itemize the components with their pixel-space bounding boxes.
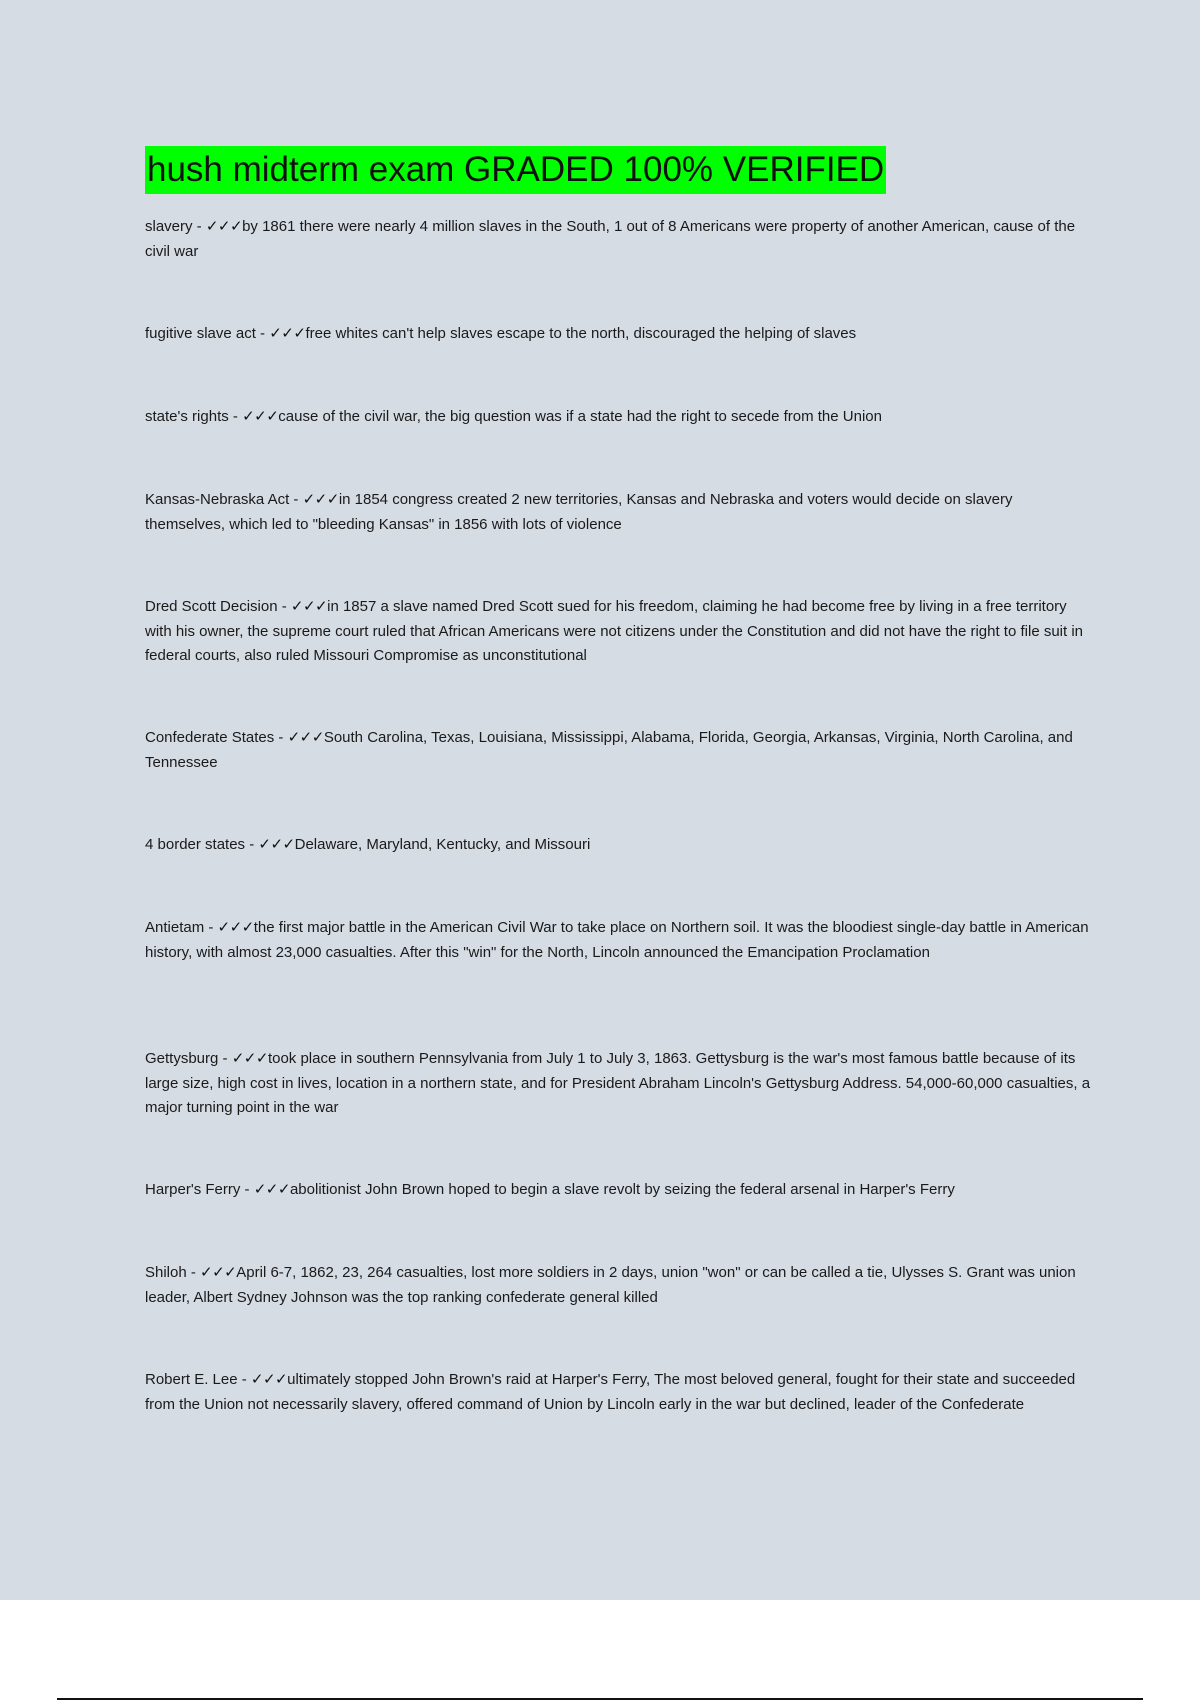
entry-term: Antietam xyxy=(145,919,205,936)
entry-term: Harper's Ferry xyxy=(145,1181,241,1198)
entry-dred-scott-decision xyxy=(145,594,1095,669)
entry-term: Confederate States xyxy=(145,729,275,746)
entry-separator: - xyxy=(186,1264,201,1281)
entry-separator: - xyxy=(277,598,291,615)
entry-4-border-states xyxy=(145,832,1095,858)
entry-definition: in 1854 congress created 2 new territories, Kansas and Nebraska and voters would decide on slavery themselves, which led to "bleeding Kansas" in 1856 with lots of violence xyxy=(145,491,1013,533)
entry-term: slavery xyxy=(145,218,193,235)
entry-separator: - xyxy=(274,729,288,746)
entry-definition: free whites can't help slaves escape to the north, discouraged the helping of slaves xyxy=(305,325,857,342)
entry-definition: cause of the civil war, the big question was if a state had the right to secede from the Union xyxy=(278,408,882,425)
entry-harpers-ferry xyxy=(145,1177,1095,1203)
checkmarks-icon: ✓✓✓ xyxy=(290,597,328,615)
entry-term: fugitive slave act xyxy=(145,325,256,342)
entry-separator: - xyxy=(289,491,303,508)
entry-definition: ultimately stopped John Brown's raid at Harper's Ferry, The most beloved general, fought for their state and succeeded from the Union not necessarily slavery, offered command of Union by Lincoln early in the war but declined, leader of the Confederate xyxy=(145,1371,1076,1413)
checkmarks-icon: ✓✓✓ xyxy=(250,1370,288,1388)
entry-separator: - xyxy=(240,1181,254,1198)
entry-states-rights xyxy=(145,404,1095,430)
entry-term: Robert E. Lee xyxy=(145,1371,238,1388)
entry-definition: abolitionist John Brown hoped to begin a slave revolt by seizing the federal arsenal in Harper's Ferry xyxy=(289,1181,955,1198)
entry-definition: took place in southern Pennsylvania from July 1 to July 3, 1863. Gettysburg is the war's most famous battle because of its large size, high cost in lives, location in a northern state, and for President Abraham Lincoln's Gettysburg Address. 54,000-60,000 casualties, a major turning point in the war xyxy=(145,1050,1091,1116)
entry-separator: - xyxy=(204,919,218,936)
entry-definition: April 6-7, 1862, 23, 264 casualties, lost more soldiers in 2 days, union "won" or can be called a tie, Ulysses S. Grant was union leader, Albert Sydney Johnson was the top ranking confederate general killed xyxy=(145,1264,1076,1306)
entry-slavery xyxy=(145,214,1095,264)
entry-separator: - xyxy=(245,836,259,853)
document-title: hush midterm exam GRADED 100% VERIFIED xyxy=(145,146,886,194)
checkmarks-icon: ✓✓✓ xyxy=(231,1049,268,1067)
checkmarks-icon: ✓✓✓ xyxy=(253,1180,290,1198)
entry-antietam xyxy=(145,915,1095,965)
checkmarks-icon: ✓✓✓ xyxy=(217,918,254,936)
entry-term: Gettysburg xyxy=(145,1050,219,1067)
entry-term: state's rights xyxy=(145,408,229,425)
entry-shiloh xyxy=(145,1260,1095,1310)
entry-separator: - xyxy=(228,408,243,425)
entry-definition: Delaware, Maryland, Kentucky, and Missouri xyxy=(294,836,591,853)
entry-definition: South Carolina, Texas, Louisiana, Mississippi, Alabama, Florida, Georgia, Arkansas, Virginia, North Carolina, and Tennessee xyxy=(145,729,1073,771)
entry-robert-e-lee xyxy=(145,1367,1095,1417)
entry-confederate-states xyxy=(145,725,1095,775)
entry-separator: - xyxy=(255,325,270,342)
entry-definition: in 1857 a slave named Dred Scott sued for his freedom, claiming he had become free by living in a free territory with his owner, the supreme court ruled that African Americans were not citizens under the Constitution and did not have the right to file suit in federal courts, also ruled Missouri Compromise as unconstitutional xyxy=(145,598,1084,664)
checkmarks-icon: ✓✓✓ xyxy=(258,835,295,853)
entry-term: Dred Scott Decision xyxy=(145,598,278,615)
entry-separator: - xyxy=(192,218,206,235)
entry-separator: - xyxy=(237,1371,251,1388)
entry-definition: by 1861 there were nearly 4 million slaves in the South, 1 out of 8 Americans were property of another American, cause of the civil war xyxy=(145,218,1076,260)
entry-term: 4 border states xyxy=(145,836,246,853)
entry-separator: - xyxy=(218,1050,232,1067)
checkmarks-icon: ✓✓✓ xyxy=(200,1263,237,1281)
entry-gettysburg xyxy=(145,1046,1095,1121)
entry-term: Shiloh xyxy=(145,1264,187,1281)
entry-definition: the first major battle in the American Civil War to take place on Northern soil. It was the bloodiest single-day battle in American history, with almost 23,000 casualties. After this "win" for the North, Lincoln announced the Emancipation Proclamation xyxy=(145,919,1089,961)
checkmarks-icon: ✓✓✓ xyxy=(302,490,339,508)
checkmarks-icon: ✓✓✓ xyxy=(242,407,279,425)
entry-term: Kansas-Nebraska Act xyxy=(145,491,290,508)
entry-fugitive-slave-act xyxy=(145,321,1095,347)
checkmarks-icon: ✓✓✓ xyxy=(269,324,306,342)
checkmarks-icon: ✓✓✓ xyxy=(205,217,243,235)
entry-kansas-nebraska-act xyxy=(145,487,1095,537)
checkmarks-icon: ✓✓✓ xyxy=(287,728,324,746)
